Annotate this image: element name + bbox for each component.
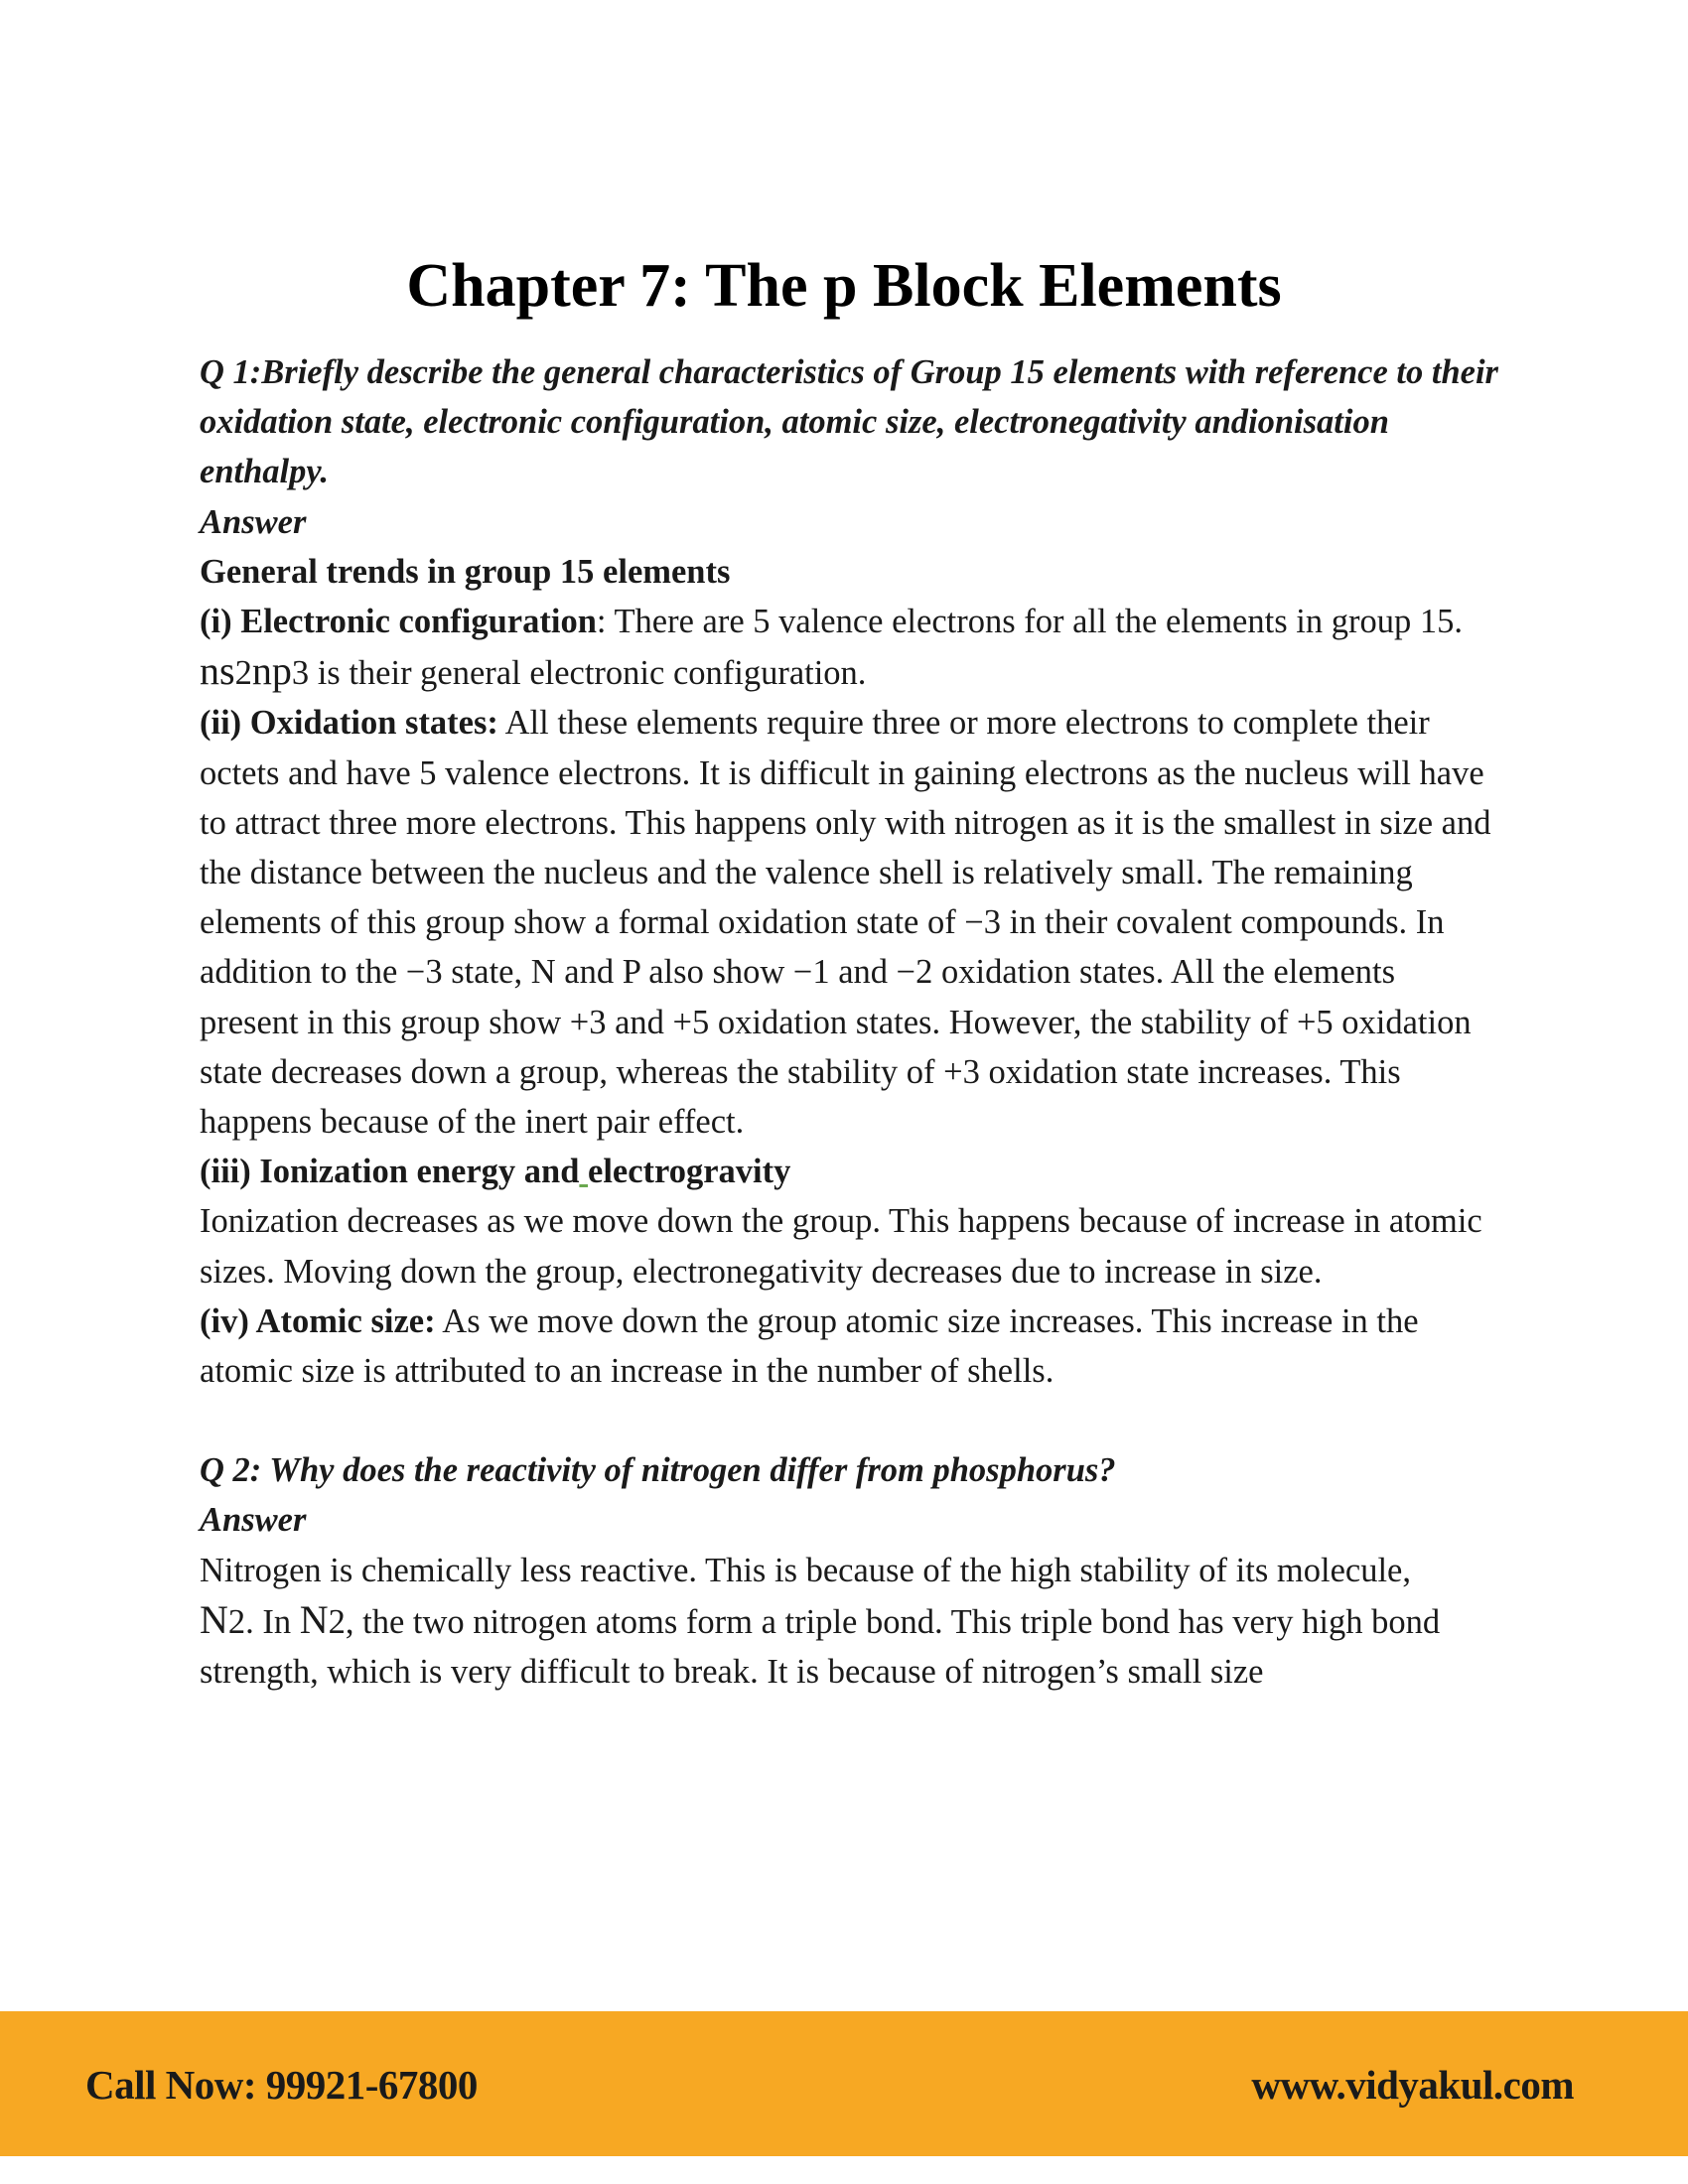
config-ns-exp: 2 xyxy=(234,654,252,693)
general-configuration xyxy=(200,646,1500,698)
config-ns: ns xyxy=(200,648,235,694)
point-electronic-configuration xyxy=(200,597,1500,646)
answer-label-1: Answer xyxy=(200,502,307,541)
call-now-phone[interactable]: Call Now: 99921-67800 xyxy=(85,2062,478,2108)
point-text: : There are 5 valence electrons for all the elements in group 15. xyxy=(596,603,1463,641)
answer-label-2: Answer xyxy=(200,1501,307,1540)
config-text: is their general electronic configuration. xyxy=(309,654,867,693)
point-label: (ii) Oxidation states: xyxy=(200,704,498,743)
config-np-exp: 3 xyxy=(291,654,310,693)
answer-2-text-a: Nitrogen is chemically less reactive. This is because of the high stability of its molecule, xyxy=(200,1551,1411,1589)
point-label-term: electrogravity xyxy=(588,1153,791,1191)
question-1: Q 1:Briefly describe the general characteristics of Group 15 elements with reference to their oxidation state, electronic configuration, atomic size, electronegativity andionisation enthalpy. xyxy=(200,353,1498,491)
text-segment: , the two nitrogen atoms form a triple bond. This triple bond has very high bond strength, which is very difficult to break. It is because of nitrogen’s small size xyxy=(200,1602,1441,1692)
point-label: (iii) Ionization energy and xyxy=(200,1153,580,1191)
formula-sub: 2 xyxy=(227,1602,246,1641)
point-oxidation-states xyxy=(200,698,1500,1147)
website-link[interactable]: www.vidyakul.com xyxy=(1251,2062,1574,2108)
formula-n: N xyxy=(299,1596,329,1642)
page-title: Chapter 7: The p Block Elements xyxy=(406,252,1282,320)
formula-n: N xyxy=(200,1596,228,1642)
point-ionization-heading xyxy=(200,1147,1500,1196)
answer-2-text-b xyxy=(200,1595,1500,1697)
point-text: As we move down the group atomic size increases. This increase in the atomic size is attributed to an increase in the number of shells. xyxy=(200,1301,1419,1391)
point-ionization-text-b: sizes. Moving down the group, electronegativity decreases due to increase in size. xyxy=(200,1252,1323,1291)
section-heading: General trends in group 15 elements xyxy=(200,552,731,591)
spelling-mark xyxy=(579,1153,588,1190)
footer-banner xyxy=(0,2011,1688,2156)
point-ionization-text-a: Ionization decreases as we move down the group. This happens because of increase in atomic xyxy=(200,1202,1482,1241)
point-text: All these elements require three or more electrons to complete their octets and have 5 valence electrons. It is difficult in gaining electrons as the nucleus will have to attract three more electrons. This happens only with nitrogen as it is the smallest in size and the distance between the nucleus and the valence shell is relatively small. The remaining elements of this group show a formal oxidation state of −3 in their covalent compounds. In addition to the −3 state, N and P also show −1 and −2 oxidation states. All the elements present in this group show +3 and +5 oxidation states. However, the stability of +5 oxidation state decreases down a group, whereas the stability of +3 oxidation state increases. This happens because of the inert pair effect. xyxy=(200,704,1491,1142)
point-label: (iv) Atomic size: xyxy=(200,1301,436,1340)
point-atomic-size xyxy=(200,1297,1500,1396)
document-body xyxy=(200,347,1500,1697)
point-label: (i) Electronic configuration xyxy=(200,603,597,641)
text-segment: . In xyxy=(245,1602,300,1641)
question-2: Q 2: Why does the reactivity of nitrogen differ from phosphorus? xyxy=(200,1451,1116,1490)
spacer xyxy=(200,1396,1500,1445)
formula-sub: 2 xyxy=(328,1602,346,1641)
config-np: np xyxy=(251,648,292,694)
